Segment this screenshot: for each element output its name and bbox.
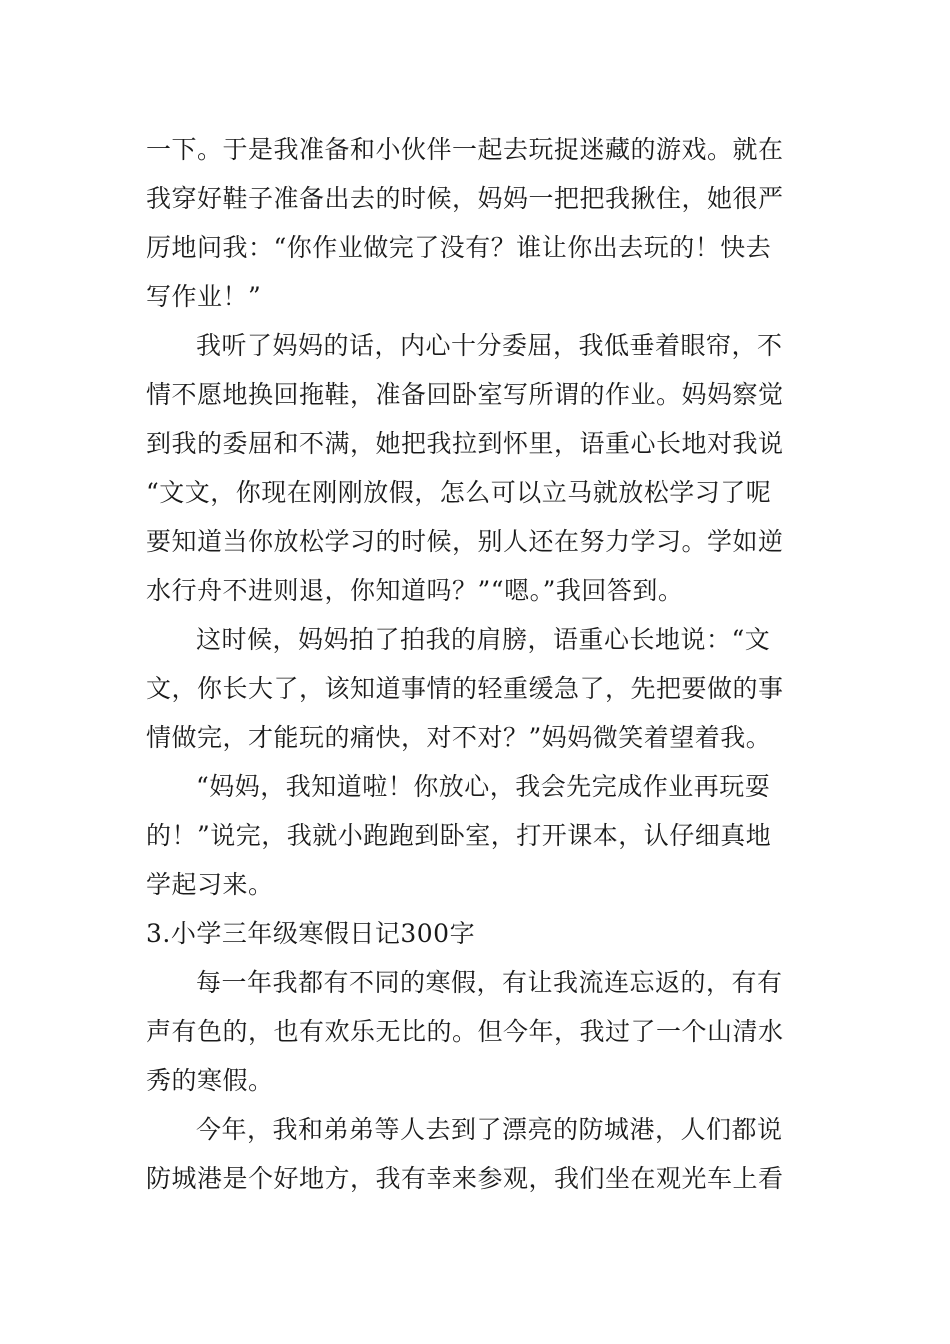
text-line: 秀的寒假。 <box>146 1066 274 1095</box>
text-line: 要知道当你放松学习的时候，别人还在努力学习。学如逆 <box>146 527 784 556</box>
text-line: 到我的委屈和不满，她把我拉到怀里，语重心长地对我说 <box>146 429 784 458</box>
text-line: “文文，你现在刚刚放假，怎么可以立马就放松学习了呢 <box>146 478 772 507</box>
text-line: 学起习来。 <box>146 870 274 899</box>
text-line: 声有色的，也有欢乐无比的。但今年，我过了一个山清水 <box>146 1017 784 1046</box>
text-line: “妈妈，我知道啦！你放心，我会先完成作业再玩耍 <box>196 772 771 801</box>
text-line: 文，你长大了，该知道事情的轻重缓急了，先把要做的事 <box>146 674 784 703</box>
text-line: 我听了妈妈的话，内心十分委屈，我低垂着眼帘，不 <box>196 331 783 360</box>
text-line: 我穿好鞋子准备出去的时候，妈妈一把把我揪住，她很严 <box>146 184 784 213</box>
text-line: 今年，我和弟弟等人去到了漂亮的防城港，人们都说 <box>196 1115 783 1144</box>
document-body <box>146 125 806 1203</box>
text-line: 厉地问我：“你作业做完了没有？谁让你出去玩的！快去 <box>146 233 772 262</box>
text-line: 写作业！” <box>146 282 262 311</box>
text-line: 情做完，才能玩的痛快，对不对？”妈妈微笑着望着我。 <box>146 723 772 752</box>
text-line: 的！”说完，我就小跑跑到卧室，打开课本，认仔细真地 <box>146 821 772 850</box>
text-line: 一下。于是我准备和小伙伴一起去玩捉迷藏的游戏。就在 <box>146 135 784 164</box>
text-line: 情不愿地换回拖鞋，准备回卧室写所谓的作业。妈妈察觉 <box>146 380 784 409</box>
text-line: 这时候，妈妈拍了拍我的肩膀，语重心长地说：“文 <box>196 625 771 654</box>
section-heading: 3.小学三年级寒假日记300字 <box>146 919 476 948</box>
text-line: 水行舟不进则退，你知道吗？”“嗯。”我回答到。 <box>146 576 684 605</box>
text-line: 每一年我都有不同的寒假，有让我流连忘返的，有有 <box>196 968 783 997</box>
text-line: 防城港是个好地方，我有幸来参观，我们坐在观光车上看 <box>146 1164 784 1193</box>
